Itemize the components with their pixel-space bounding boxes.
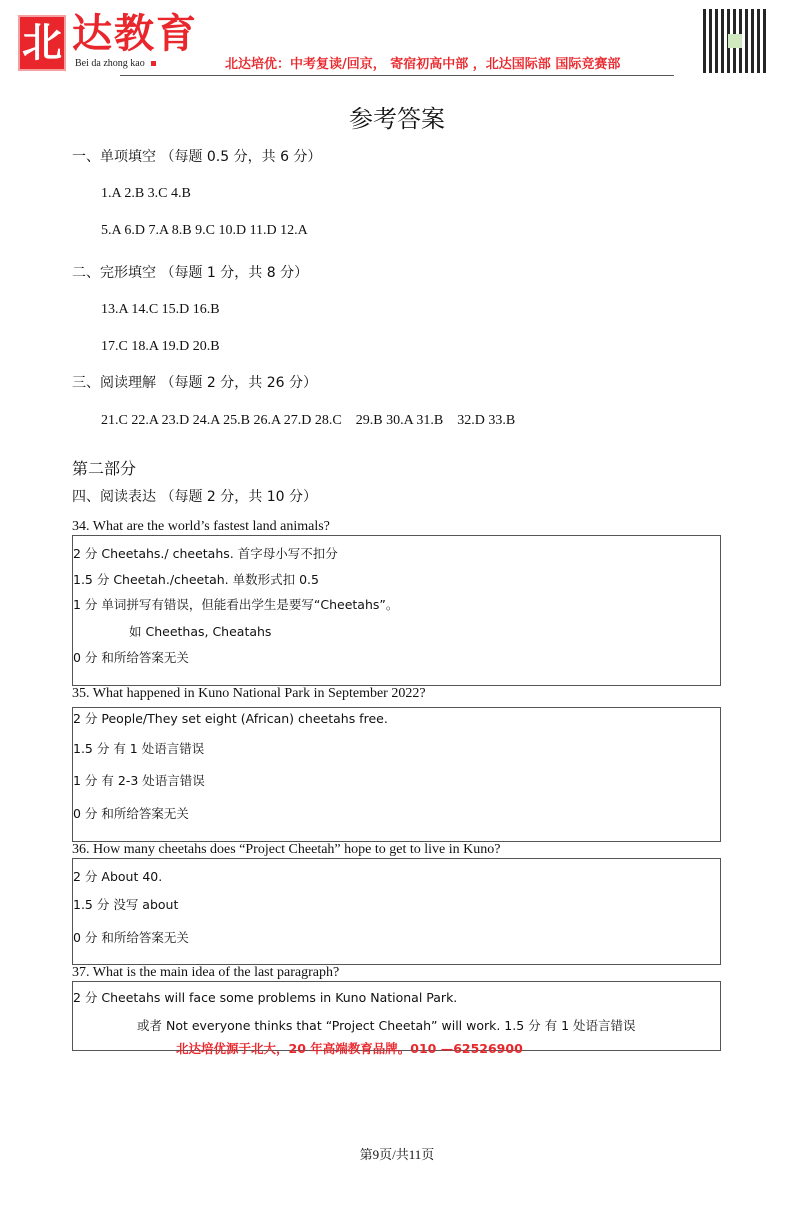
rubric-row: 2 分 Cheetahs./ cheetahs. 首字母小写不扣分 xyxy=(73,546,338,561)
header-slogan: 北达培优：中考复读/回京， 寄宿初高中部 ，北达国际部 国际竞赛部 xyxy=(225,57,621,72)
rubric-box xyxy=(72,707,721,842)
rubric-box xyxy=(72,858,721,965)
rubric-row: 1.5 分 没写 about xyxy=(73,897,179,912)
header-divider xyxy=(120,75,674,76)
rubric-row: 2 分 About 40. xyxy=(73,869,163,884)
answer-line: 21.C 22.A 23.D 24.A 25.B 26.A 27.D 28.C 29.B 30.A 31.B 32.D 33.B xyxy=(101,413,516,428)
rubric-row: 1 分 单词拼写有错误，但能看出学生是要写“Cheetahs”。 xyxy=(73,597,399,612)
watermark-text: 北达培优源于北大，20 年高端教育品牌。010 —62526900 xyxy=(176,1041,523,1056)
answer-line: 17.C 18.A 19.D 20.B xyxy=(101,339,220,354)
rubric-row: 或者 Not everyone thinks that “Project Cheetah” will work. 1.5 分 有 1 处语言错误 xyxy=(137,1018,636,1033)
rubric-row: 1.5 分 Cheetah./cheetah. 单数形式扣 0.5 xyxy=(73,572,319,587)
rubric-row: 0 分 和所给答案无关 xyxy=(73,650,189,665)
answer-line: 13.A 14.C 15.D 16.B xyxy=(101,302,220,317)
rubric-row: 如 Cheethas, Cheatahs xyxy=(129,624,272,639)
rubric-row: 2 分 Cheetahs will face some problems in Kuno National Park. xyxy=(73,990,458,1005)
question-35: 35. What happened in Kuno National Park in September 2022? xyxy=(72,686,426,701)
logo-sub-text: Bei da zhong kao xyxy=(75,58,145,69)
question-36: 36. How many cheetahs does “Project Cheetah” hope to get to live in Kuno? xyxy=(72,842,501,857)
rubric-row: 1.5 分 有 1 处语言错误 xyxy=(73,741,205,756)
square-icon xyxy=(151,61,156,66)
page-title: 参考答案 xyxy=(349,105,445,133)
section-heading: 一、单项填空 （每题 0.5 分，共 6 分） xyxy=(72,149,322,165)
rubric-row: 1 分 有 2-3 处语言错误 xyxy=(73,773,205,788)
logo-mark: 北 xyxy=(18,15,66,71)
question-37: 37. What is the main idea of the last paragraph? xyxy=(72,965,340,980)
section-heading: 二、完形填空 （每题 1 分，共 8 分） xyxy=(72,265,309,281)
rubric-row: 0 分 和所给答案无关 xyxy=(73,930,189,945)
rubric-row: 0 分 和所给答案无关 xyxy=(73,806,189,821)
logo-subtitle xyxy=(75,58,156,70)
logo-text: 达教育 xyxy=(72,10,198,57)
page-footer: 第9页/共11页 xyxy=(359,1147,435,1162)
section-heading: 四、阅读表达 （每题 2 分，共 10 分） xyxy=(72,489,317,505)
rubric-row: 2 分 People/They set eight (African) cheetahs free. xyxy=(73,711,388,726)
question-34: 34. What are the world’s fastest land animals? xyxy=(72,519,330,534)
part-heading: 第二部分 xyxy=(72,459,137,478)
answer-line: 5.A 6.D 7.A 8.B 9.C 10.D 11.D 12.A xyxy=(101,223,308,238)
rubric-box xyxy=(72,535,721,686)
answer-line: 1.A 2.B 3.C 4.B xyxy=(101,186,191,201)
qr-center-logo xyxy=(728,34,742,48)
section-heading: 三、阅读理解 （每题 2 分，共 26 分） xyxy=(72,375,317,391)
